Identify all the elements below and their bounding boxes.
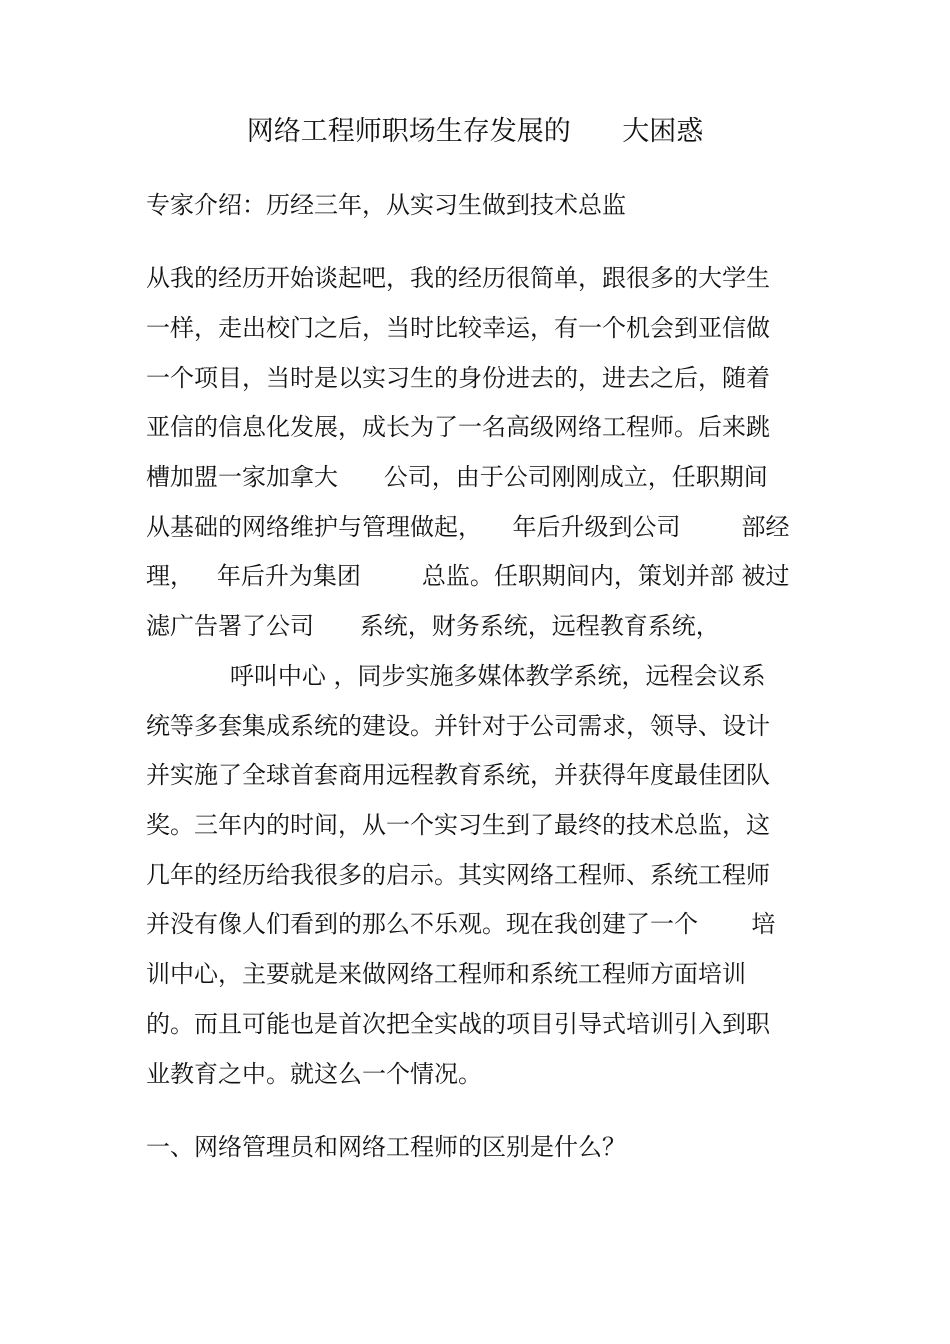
expert-intro: 专家介绍：历经三年，从实习生做到技术总监 <box>146 191 626 219</box>
body-line: 理， 年后升为集团 总监。任职期间内，策划并部 被过 <box>146 562 790 590</box>
body-line: 滤广告署了公司 系统，财务系统，远程教育系统， <box>146 612 720 640</box>
body-line: 统等多套集成系统的建设。并针对于公司需求，领导、设计 <box>146 712 770 740</box>
body-line: 呼叫中心 ，同步实施多媒体教学系统，远程会议系 <box>146 662 766 690</box>
body-line: 几年的经历给我很多的启示。其实网络工程师、系统工程师 <box>146 861 770 889</box>
body-line: 训中心，主要就是来做网络工程师和系统工程师方面培训 <box>146 960 746 988</box>
body-line: 业教育之中。就这么一个情况。 <box>146 1060 482 1088</box>
body-line: 并实施了全球首套商用远程教育系统，并获得年度最佳团队 <box>146 761 770 789</box>
document-title: 网络工程师职场生存发展的 大困惑 <box>246 116 704 147</box>
body-line: 槽加盟一家加拿大 公司，由于公司刚刚成立，任职期间 <box>146 463 768 491</box>
body-line: 一样，走出校门之后，当时比较幸运，有一个机会到亚信做 <box>146 314 770 342</box>
body-line: 一个项目，当时是以实习生的身份进去的，进去之后，随着 <box>146 364 770 392</box>
body-line: 的。而且可能也是首次把全实战的项目引导式培训引入到职 <box>146 1010 770 1038</box>
section-heading: 一、网络管理员和网络工程师的区别是什么？ <box>146 1133 626 1161</box>
body-line: 亚信的信息化发展，成长为了一名高级网络工程师。后来跳 <box>146 413 770 441</box>
body-line: 并没有像人们看到的那么不乐观。现在我创建了一个 培 <box>146 910 776 938</box>
body-line: 奖。三年内的时间，从一个实习生到了最终的技术总监，这 <box>146 811 770 839</box>
body-line: 从我的经历开始谈起吧，我的经历很简单，跟很多的大学生 <box>146 264 770 292</box>
body-line: 从基础的网络维护与管理做起， 年后升级到公司 部经 <box>146 513 790 541</box>
